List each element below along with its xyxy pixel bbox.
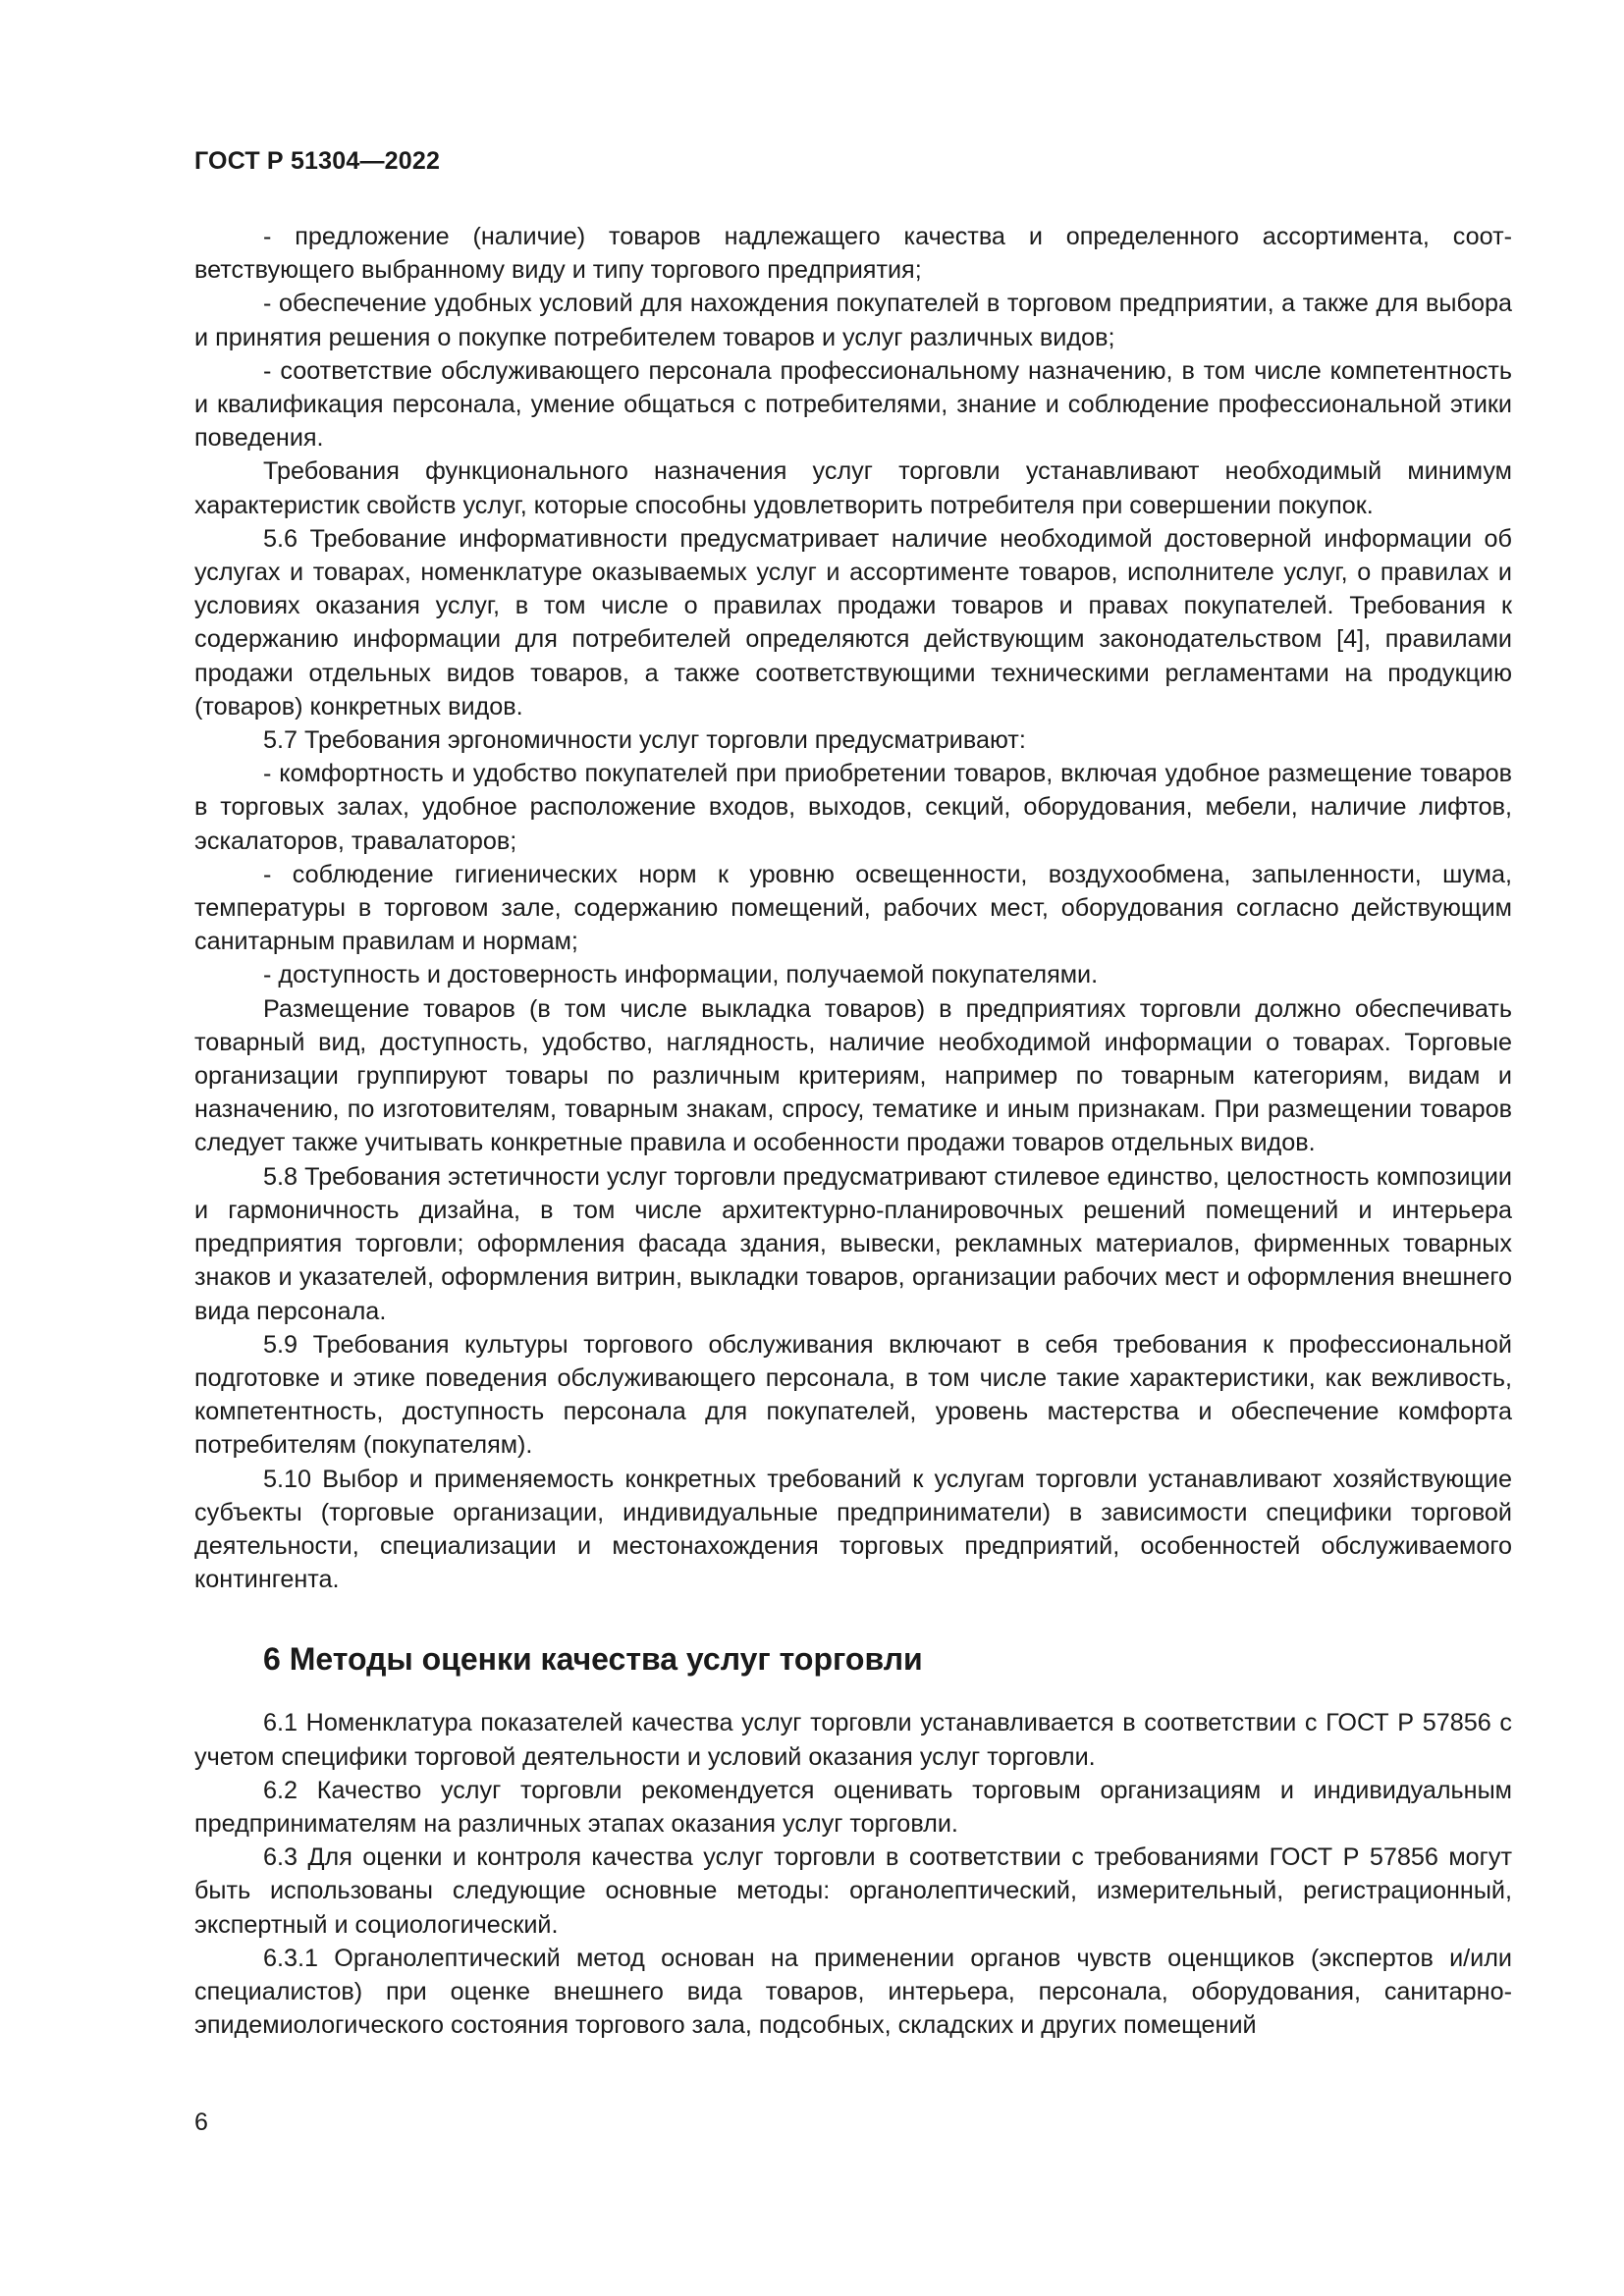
paragraph-6-1: 6.1 Номенклатура показателей качества услуг торговли устанавливается в соответствии с ГОСТ Р 57856 с учетом специфики торговой деятельности и условий оказания услуг торговли. — [194, 1709, 1512, 1771]
paragraph-5-7: 5.7 Требования эргономичности услуг торговли предусматривают: — [263, 726, 1026, 755]
paragraph-6-3: 6.3 Для оценки и контроля качества услуг торговли в соответствии с требованиями ГОСТ Р 57856 могут быть использованы следующие основные методы: органолептический, измерительный, регистрационный, экспертный и социологический. — [194, 1843, 1512, 1939]
paragraph-5-9: 5.9 Требования культуры торгового обслуживания включают в себя требования к профессиональной подготовке и этике поведения обслуживающего персонала, в том числе такие характеристики, как вежливость, компетентность, доступность персонала для покупателей, уровень мастерства и обеспечение комфорта потребителям (покупателям). — [194, 1330, 1512, 1460]
paragraph-6-2: 6.2 Качество услуг торговли рекомендуется оценивать торговым организациям и индивидуальным предпринимателям на различных этапах оказания услуг торговли. — [194, 1776, 1512, 1838]
paragraph-5-6: 5.6 Требование информативности предусматривает наличие необходимой достоверной информации об услугах и товарах, номенклатуре оказываемых услуг и ассортименте товаров, исполнителе услуг, о правилах и условиях оказания услуг, в том числе о правилах продажи товаров и правах покупателей. Требования к содержанию информации для потребителей определяются действующим законодательством [4], правилами продажи отдельных видов товаров, а также соответствующими техническими регламентами на продукцию (товаров) конкретных видов. — [194, 524, 1512, 721]
paragraph-functional-requirements: Требования функционального назначения услуг торговли устанавливают необходимый минимум характеристик свойств услуг, которые способны удовлетворить потребителя при совершении покупок. — [194, 457, 1512, 519]
paragraph-bullet-information: - доступность и достоверность информации, получаемой покупателями. — [263, 961, 1099, 989]
paragraph-goods-placement: Размещение товаров (в том числе выкладка товаров) в предприятиях торговли должно обеспечивать товарный вид, доступность, удобство, наглядность, наличие необходимой информации о товарах. Торговые организации группируют товары по различным критериям, например по товарным категориям, видам и назначению, по изготовителям, товарным знакам, спросу, тематике и иным признакам. При размещении товаров следует также учитывать конкретные правила и особенности продажи товаров отдельных видов. — [194, 994, 1512, 1157]
paragraph-bullet-staff-compliance: - соответствие обслуживающего персонала профессиональному назначению, в том числе компетентность и квалификация персонала, умение общаться с потребителями, знание и соблюдение профессиональной этики поведения. — [194, 356, 1512, 453]
paragraph-bullet-comfort: - комфортность и удобство покупателей при приобретении товаров, включая удобное размещение товаров в торговых залах, удобное расположение входов, выходов, секций, оборудования, мебели, наличие лифтов, эскалаторов, травалаторов; — [194, 760, 1512, 855]
paragraph-5-10: 5.10 Выбор и применяемость конкретных требований к услугам торговли устанавливают хозяйствующие субъекты (торговые организации, индивидуальные предприниматели) в зависимости специфики торговой деятельности, специализации и местонахождения торговых предприятий, особенностей обслуживаемого контингента. — [194, 1465, 1512, 1594]
page-number: 6 — [194, 2109, 208, 2136]
paragraph-5-8: 5.8 Требования эстетичности услуг торговли предусматривают стилевое единство, целостность композиции и гармоничность дизайна, в том числе архитектурно-планировочных решений помещений и интерьера предприятия торговли; оформления фасада здания, вывески, рекламных материалов, фирменных товарных знаков и указателей, оформления витрин, выкладки товаров, организации рабочих мест и оформления внешнего вида персонала. — [194, 1162, 1512, 1325]
paragraph-bullet-convenient-conditions: - обеспечение удобных условий для нахождения покупателей в торговом предприятии, а также для выбора и принятия решения о покупке потребителем товаров и услуг различных видов; — [194, 290, 1512, 351]
paragraph-bullet-goods-offer: - предложение (наличие) товаров надлежащего качества и определенного ассортимента, соответствующего выбранному виду и типу торгового предприятия; — [194, 223, 1512, 285]
document-header: ГОСТ Р 51304—2022 — [194, 147, 441, 175]
paragraph-bullet-hygiene: - соблюдение гигиенических норм к уровню освещенности, воздухообмена, запыленности, шума, температуры в торговом зале, содержанию помещений, рабочих мест, оборудования согласно действующим санитарным правилам и нормам; — [194, 860, 1512, 956]
section-heading-6: 6 Методы оценки качества услуг торговли — [263, 1641, 923, 1678]
paragraph-6-3-1: 6.3.1 Органолептический метод основан на применении органов чувств оценщиков (экспертов и/или специалистов) при оценке внешнего вида товаров, интерьера, персонала, оборудования, санитарно-эпидемиологического состояния торгового зала, подсобных, складских и других помещений — [194, 1944, 1512, 2040]
document-body — [194, 220, 1512, 2042]
